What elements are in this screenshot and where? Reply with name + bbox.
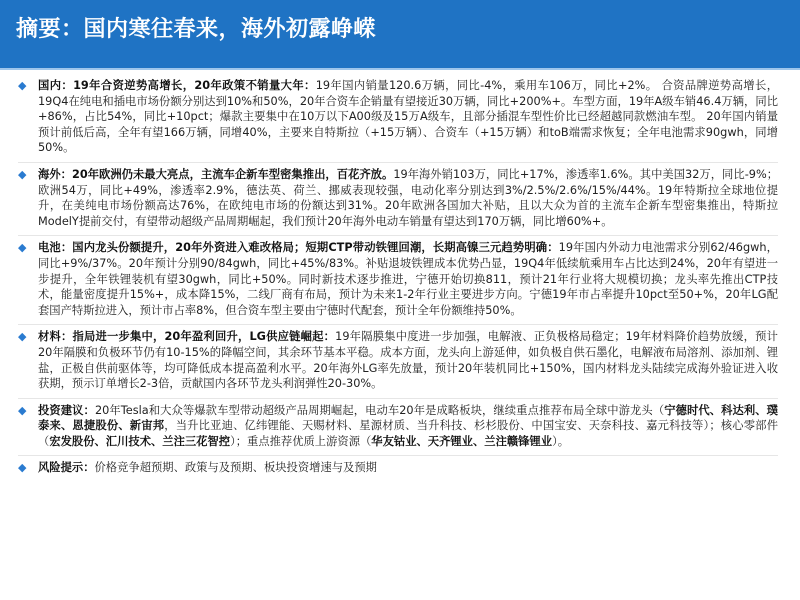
bullet-body-emphasis: 华友钴业、天齐锂业、兰注赣锋锂业: [371, 434, 553, 448]
summary-content: [18, 78, 778, 482]
bullet-overseas: [18, 167, 778, 229]
bullet-heading: 投资建议：: [38, 403, 95, 417]
bullet-body-part: ）。: [552, 434, 570, 448]
bullet-body-part: ，当升比亚迪、亿纬锂能、天赐材料、星源材质、当升科技、杉杉股份、中国宝安、天奈科技、嘉元科技等）；核心零部件（: [38, 419, 778, 448]
bullet-domestic: [18, 78, 778, 156]
bullet-heading: 材料：指局进一步集中，20年盈利回升，LG供应链崛起：: [38, 330, 336, 344]
diamond-bullet-icon: ◆: [18, 241, 27, 255]
bullet-body: 19年国内销量120.6万辆，同比-4%，乘用车106万，同比+2%。 合资品牌逆势高增长，19Q4在纯电和插电市场份额分别达到10%和50%，20年合资车企销量有望接近30万辆，同比+200%+。车型方面，19年A级车销46.4万辆，同比+86%，占比54%，同比+10pct；爆款主要集中在10万以下A00级及15万A级车，且部分插混车型性价比已经超越同款燃油车型。 20年国内销量预计前低后高，全年有望166万辆，同增40%，主要来自特斯拉（+15万辆）、合资车（+15万辆）和toB端需求恢复；全年电池需求90gwh，同增50%。: [38, 79, 778, 155]
bullet-body-emphasis: 宏发股份、汇川技术、兰注三花智控: [49, 434, 231, 448]
divider: [18, 324, 778, 325]
bullet-battery: [18, 240, 778, 318]
bullet-body-emphasis: 宁德时代、科达利、璞泰来、恩捷股份、新宙邦: [38, 403, 778, 433]
bullet-body: 价格竞争超预期、政策与及预期、板块投资增速与及预期: [94, 461, 377, 475]
bullet-body: 19年国内外动力电池需求分别62/46gwh，同比+9%/37%。20年预计分别90/84gwh，同比+45%/83%。补贴退坡铁锂成本优势凸显，19Q4年低续航乘用车占比达到24%，20年有望进一步提升，全年铁锂装机有望30gwh，同比+50%。同时新技术逐步推进，宁德开始切换811，预计21年行业将大规模切换；龙头率先推出CTP技术，能量密度提升15%+，成本降15%，二线厂商有布局，预计为未来1-2年行业主要进步方向。宁德19年市占率提升10pct至50+%，20年LG配套国产特斯拉进入，预计市占率8%，但合资车型主要由宁德时代配套，预计全年份额维持50%。: [38, 241, 778, 317]
diamond-bullet-icon: ◆: [18, 461, 27, 475]
page-title: 摘要：国内寒往春来，海外初露峥嵘: [16, 17, 377, 42]
divider: [18, 162, 778, 163]
bullet-heading: 电池：国内龙头份额提升，20年外资进入难改格局；短期CTP带动铁锂回潮，长期高镍三元趋势明确：: [38, 241, 559, 255]
divider: [18, 235, 778, 236]
bullet-investment: [18, 403, 778, 450]
bullet-body-part: ）；重点推荐优质上游资源（: [230, 434, 372, 448]
bullet-heading: 风险提示：: [38, 461, 95, 475]
bullet-body: 19年海外销103万，同比+17%，渗透率1.6%。其中美国32万，同比-9%；欧洲54万，同比+49%，渗透率2.9%，德法英、荷兰、挪威表现较强，电动化率分别达到3%/2.5%/2.6%/15%/44%。19年特斯拉全球地位提升，在美纯电市场份额高达76%，在欧纯电市场的份额达到31%。20年欧洲各国加大补贴，且以大众为首的主流车企新车型密集推出，特斯拉ModelY提前交付，有望带动超级产品周期崛起，我们预计20年海外电动车销量有望达到170万辆，同比增60%+。: [38, 167, 778, 228]
diamond-bullet-icon: ◆: [18, 330, 27, 344]
title-divider: [0, 68, 800, 70]
bullet-body-part: 20年Tesla和大众等爆款车型带动超级产品周期崛起，电动车20年是成略板块，继续重点推荐布局全球中游龙头（: [94, 403, 665, 417]
title-bar: [0, 0, 800, 68]
bullet-heading: 国内：19年合资逆势高增长，20年政策不销量大年：: [38, 79, 316, 92]
diamond-bullet-icon: ◆: [18, 167, 27, 181]
bullet-risk: [18, 460, 778, 476]
divider: [18, 398, 778, 399]
bullet-materials: [18, 329, 778, 391]
diamond-bullet-icon: ◆: [18, 79, 27, 92]
divider: [18, 455, 778, 456]
bullet-heading: 海外：20年欧洲仍未最大亮点，主流车企新车型密集推出，百花齐放。: [38, 167, 394, 181]
diamond-bullet-icon: ◆: [18, 403, 27, 417]
bullet-body: 19年隔膜集中度进一步加强，电解液、正负极格局稳定；19年材料降价趋势放缓，预计20年隔膜和负极环节仍有10-15%的降幅空间，其余环节基本平稳。成本方面，龙头向上游延伸，如负极自供石墨化，电解液布局溶剂、添加剂、锂盐，正极自供前驱体等，均可降低成本提高盈利水平。20年海外LG率先放量，预计20年装机同比+150%，国内材料龙头陆续完成海外验证进入收获期，预示订单增长2-3倍，贡献国内各环节龙头利润弹性20-30%。: [38, 330, 778, 391]
